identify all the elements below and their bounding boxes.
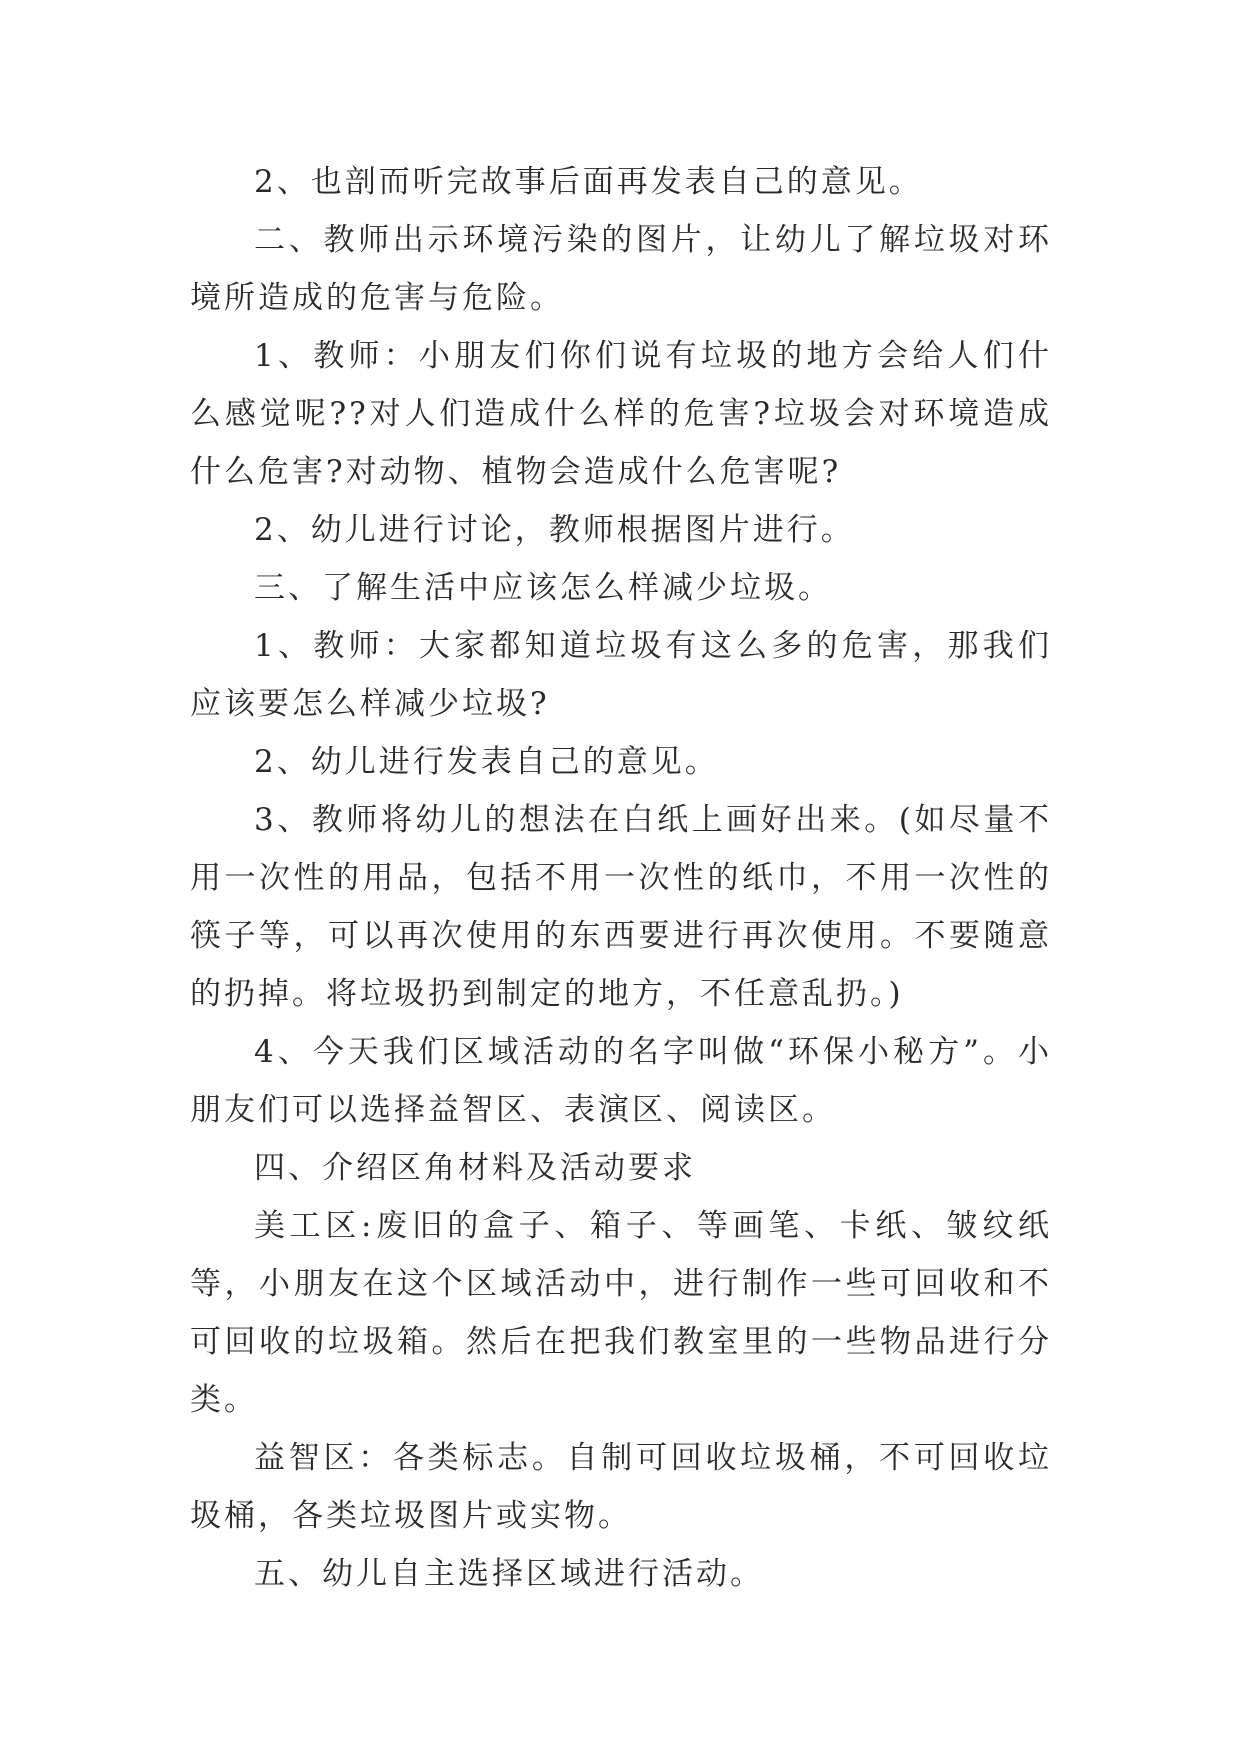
paragraph: 1、教师：小朋友们你们说有垃圾的地方会给人们什么感觉呢??对人们造成什么样的危害?垃圾会对环境造成什么危害?对动物、植物会造成什么危害呢? [190,338,1052,490]
paragraph: 五、幼儿自主选择区域进行活动。 [254,1556,764,1592]
paragraph: 2、也剖而听完故事后面再发表自己的意见。 [254,164,923,200]
paragraph: 1、教师：大家都知道垃圾有这么多的危害，那我们应该要怎么样减少垃圾? [190,628,1052,722]
document-body [190,153,1052,1603]
paragraph: 2、幼儿进行讨论，教师根据图片进行。 [254,512,855,548]
paragraph: 4、今天我们区域活动的名字叫做“环保小秘方”。小朋友们可以选择益智区、表演区、阅读区。 [190,1034,1052,1128]
paragraph: 美工区:废旧的盒子、箱子、等画笔、卡纸、皱纹纸等，小朋友在这个区域活动中，进行制作一些可回收和不可回收的垃圾箱。然后在把我们教室里的一些物品进行分类。 [190,1208,1052,1418]
paragraph: 2、幼儿进行发表自己的意见。 [254,744,719,780]
paragraph: 3、教师将幼儿的想法在白纸上画好出来。(如尽量不用一次性的用品，包括不用一次性的纸巾，不用一次性的筷子等，可以再次使用的东西要进行再次使用。不要随意的扔掉。将垃圾扔到制定的地方，不任意乱扔。) [190,802,1052,1012]
paragraph: 四、介绍区角材料及活动要求 [254,1150,696,1186]
paragraph: 益智区：各类标志。自制可回收垃圾桶，不可回收垃圾桶，各类垃圾图片或实物。 [190,1440,1052,1534]
paragraph: 三、了解生活中应该怎么样减少垃圾。 [254,570,832,606]
paragraph: 二、教师出示环境污染的图片，让幼儿了解垃圾对环境所造成的危害与危险。 [190,222,1052,316]
